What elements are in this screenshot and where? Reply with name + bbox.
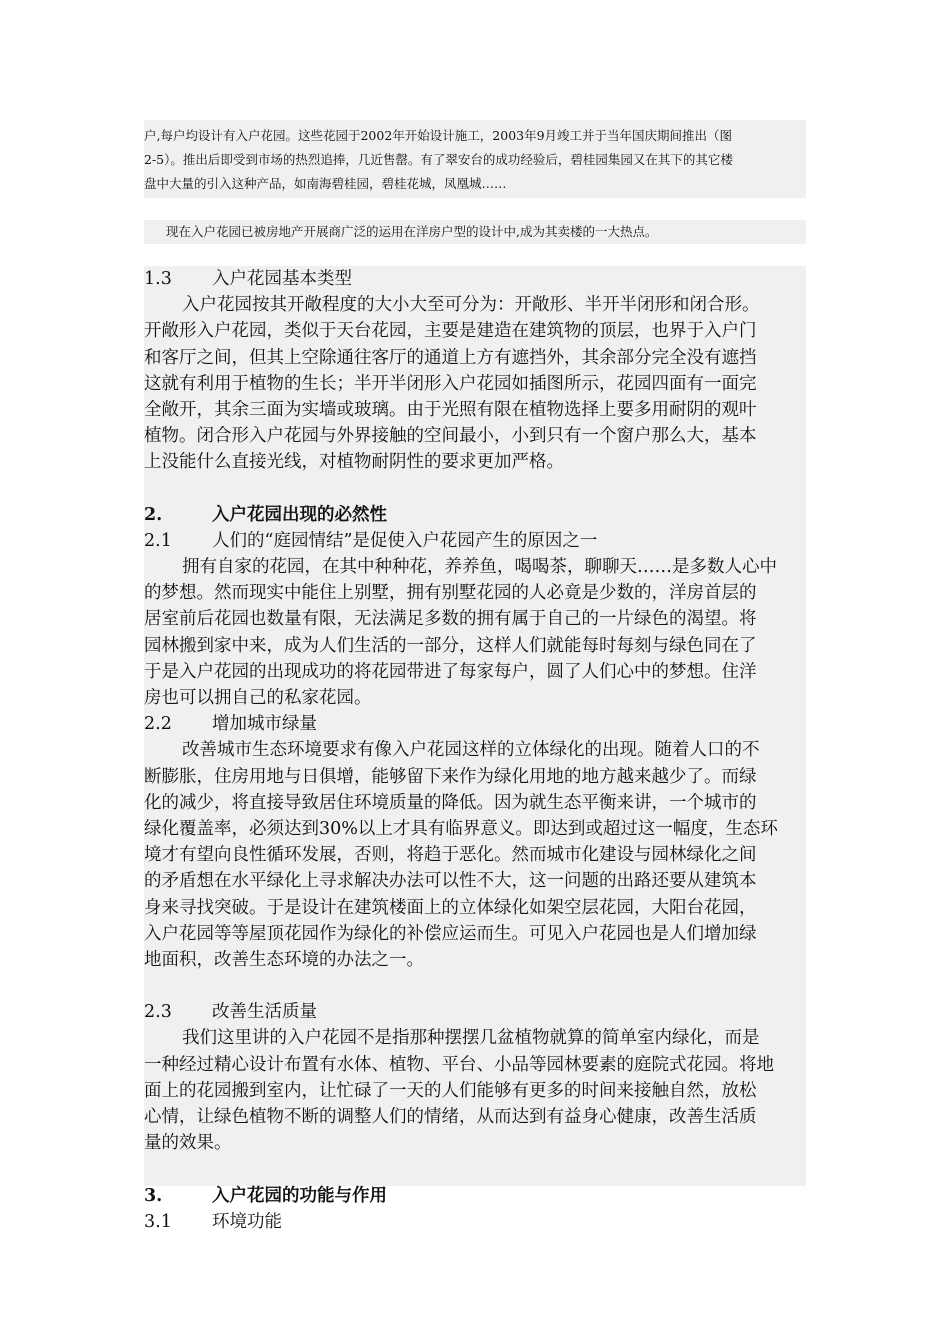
paragraph-line: 居室前后花园也数量有限，无法满足多数的拥有属于自己的一片绿色的渴望。将	[144, 609, 757, 630]
paragraph-line: 和客厅之间，但其上空除通往客厅的通道上方有遮挡外，其余部分完全没有遮挡	[144, 347, 757, 368]
section-heading-3	[144, 1183, 806, 1209]
paragraph-line: 全敞开，其余三面为实墙或玻璃。由于光照有限在植物选择上要多用耐阴的观叶	[144, 399, 757, 420]
section-heading-2-1	[144, 528, 806, 554]
paragraph-line: 一种经过精心设计布置有水体、植物、平台、小品等园林要素的庭院式花园。将地	[144, 1054, 774, 1075]
intro-line: 户,每户均设计有入户花园。这些花园于2002年开始设计施工，2003年9月竣工并于当年国庆期间推出（图	[144, 128, 733, 143]
section-title: 增加城市绿量	[212, 714, 317, 735]
paragraph-line: 境才有望向良性循环发展，否则，将趋于恶化。然而城市化建设与园林绿化之间	[144, 845, 757, 866]
section-number: 2.	[144, 504, 163, 525]
section-number: 1.3	[144, 269, 172, 289]
paragraph-line: 绿化覆盖率，必须达到30%以上才具有临界意义。即达到或超过这一幅度，生态环	[144, 818, 778, 839]
section-heading-2-2	[144, 711, 806, 737]
blank-line	[144, 973, 806, 999]
blank-line	[144, 476, 806, 502]
paragraph-line: 化的减少，将直接导致居住环境质量的降低。因为就生态平衡来讲，一个城市的	[144, 792, 757, 813]
section-heading-1-3	[144, 266, 806, 292]
section-number: 2.1	[144, 530, 172, 551]
intro-line: 2-5）。推出后即受到市场的热烈追捧，几近售罄。有了翠安台的成功经验后，碧桂园集园又在其下的其它楼	[144, 152, 733, 167]
blank-line	[144, 1156, 806, 1182]
section-title: 入户花园的功能与作用	[212, 1185, 387, 1206]
paragraph-line: 断膨胀，住房用地与日俱增，能够留下来作为绿化用地的地方越来越少了。而绿	[144, 766, 757, 787]
section-title: 入户花园出现的必然性	[212, 504, 387, 525]
paragraph-line: 地面积，改善生态环境的办法之一。	[144, 949, 424, 970]
section-number: 3.1	[144, 1211, 172, 1232]
section-title: 环境功能	[212, 1211, 282, 1232]
paragraph-line: 身来寻找突破。于是设计在建筑楼面上的立体绿化如架空层花园，大阳台花园，	[144, 897, 757, 918]
paragraph-line: 这就有利用于植物的生长；半开半闭形入户花园如插图所示，花园四面有一面完	[144, 373, 757, 394]
intro-paragraph	[144, 120, 806, 198]
paragraph-line: 于是入户花园的出现成功的将花园带进了每家每户，圆了人们心中的梦想。住洋	[144, 661, 757, 682]
section-number: 3.	[144, 1185, 163, 1206]
section-title: 人们的“庭园情结”是促使入户花园产生的原因之一	[212, 530, 598, 551]
note-paragraph: 现在入户花园已被房地产开展商广泛的运用在洋房户型的设计中,成为其卖楼的一大热点。	[144, 220, 806, 244]
intro-line: 盘中大量的引入这种产品，如南海碧桂园，碧桂花城，凤凰城……	[144, 176, 507, 191]
paragraph-line: 的矛盾想在水平绿化上寻求解决办法可以性不大，这一问题的出路还要从建筑本	[144, 871, 757, 892]
section-title: 入户花园基本类型	[212, 269, 352, 289]
section-heading-2-3	[144, 999, 806, 1025]
section-title: 改善生活质量	[212, 1002, 317, 1023]
paragraph-line: 入户花园按其开敞程度的大小大至可分为：开敞形、半开半闭形和闭合形。	[182, 295, 760, 316]
section-heading-2	[144, 502, 806, 528]
paragraph-line: 改善城市生态环境要求有像入户花园这样的立体绿化的出现。随着人口的不	[182, 740, 760, 761]
section-heading-3-1	[144, 1209, 806, 1235]
paragraph-line: 的梦想。然而现实中能住上别墅，拥有别墅花园的人必竟是少数的，洋房首层的	[144, 583, 757, 604]
paragraph-line: 入户花园等等屋顶花园作为绿化的补偿应运而生。可见入户花园也是人们增加绿	[144, 923, 757, 944]
paragraph-line: 上没能什么直接光线，对植物耐阴性的要求更加严格。	[144, 452, 564, 473]
paragraph-line: 拥有自家的花园，在其中种种花，养养鱼，喝喝茶，聊聊天……是多数人心中	[182, 557, 777, 578]
paragraph-line: 量的效果。	[144, 1133, 232, 1154]
paragraph-line: 我们这里讲的入户花园不是指那种摆摆几盆植物就算的简单室内绿化，而是	[182, 1028, 760, 1049]
paragraph-line: 心情，让绿色植物不断的调整人们的情绪，从而达到有益身心健康，改善生活质	[144, 1107, 757, 1127]
paragraph-line: 开敞形入户花园，类似于天台花园，主要是建造在建筑物的顶层，也界于入户门	[144, 321, 757, 342]
section-number: 2.2	[144, 714, 172, 735]
section-number: 2.3	[144, 1002, 172, 1023]
paragraph-line: 园林搬到家中来，成为人们生活的一部分，这样人们就能每时每刻与绿色同在了	[144, 635, 757, 656]
paragraph-line: 面上的花园搬到室内，让忙碌了一天的人们能够有更多的时间来接触自然，放松	[144, 1080, 757, 1101]
paragraph-line: 植物。闭合形入户花园与外界接触的空间最小，小到只有一个窗户那么大，基本	[144, 426, 757, 447]
main-body	[144, 266, 806, 1232]
paragraph-line: 房也可以拥自己的私家花园。	[144, 688, 372, 708]
